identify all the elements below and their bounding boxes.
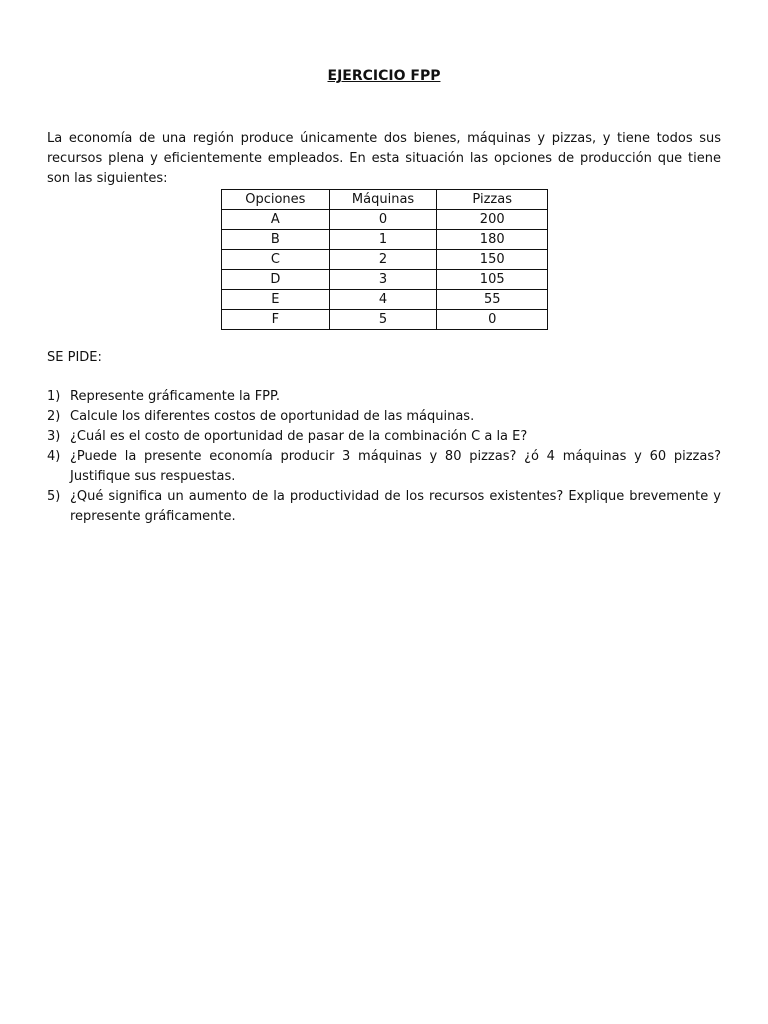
cell-option: F — [222, 310, 330, 330]
cell-option: C — [222, 250, 330, 270]
question-number: 4) — [47, 449, 61, 464]
question-text: ¿Puede la presente economía producir 3 máquinas y 80 pizzas? ¿ó 4 máquinas y 60 pizzas? Justifique sus respuestas. — [70, 449, 721, 484]
question-text: Represente gráficamente la FPP. — [70, 389, 280, 404]
list-item — [47, 487, 721, 527]
cell-machines: 5 — [329, 310, 437, 330]
table-row — [222, 290, 548, 310]
list-item — [47, 447, 721, 487]
intro-paragraph: La economía de una región produce únicamente dos bienes, máquinas y pizzas, y tiene todos sus recursos plena y eficientemente empleados. En esta situación las opciones de producción que tiene son las siguientes: — [47, 131, 721, 186]
cell-machines: 2 — [329, 250, 437, 270]
list-item — [47, 427, 721, 447]
question-text: ¿Cuál es el costo de oportunidad de pasar de la combinación C a la E? — [70, 429, 528, 444]
production-options-table — [221, 189, 548, 330]
cell-option: B — [222, 230, 330, 250]
question-number: 5) — [47, 489, 61, 504]
table-row — [222, 310, 548, 330]
header-opciones: Opciones — [222, 190, 330, 210]
cell-machines: 4 — [329, 290, 437, 310]
question-number: 1) — [47, 389, 61, 404]
table-row — [222, 250, 548, 270]
list-item — [47, 407, 721, 427]
table-row — [222, 230, 548, 250]
cell-pizzas: 150 — [437, 250, 548, 270]
header-maquinas: Máquinas — [329, 190, 437, 210]
cell-pizzas: 180 — [437, 230, 548, 250]
header-pizzas: Pizzas — [437, 190, 548, 210]
cell-option: E — [222, 290, 330, 310]
table-row — [222, 210, 548, 230]
cell-pizzas: 55 — [437, 290, 548, 310]
se-pide-heading: SE PIDE: — [47, 350, 102, 365]
cell-machines: 0 — [329, 210, 437, 230]
question-number: 3) — [47, 429, 61, 444]
cell-machines: 3 — [329, 270, 437, 290]
cell-machines: 1 — [329, 230, 437, 250]
table-header-row — [222, 190, 548, 210]
list-item — [47, 387, 721, 407]
cell-pizzas: 105 — [437, 270, 548, 290]
questions-list — [47, 387, 721, 527]
page-title: EJERCICIO FPP — [327, 68, 441, 84]
question-text: ¿Qué significa un aumento de la productividad de los recursos existentes? Explique brevemente y represente gráficamente. — [70, 489, 721, 524]
question-number: 2) — [47, 409, 61, 424]
cell-pizzas: 200 — [437, 210, 548, 230]
cell-option: D — [222, 270, 330, 290]
table-row — [222, 270, 548, 290]
question-text: Calcule los diferentes costos de oportunidad de las máquinas. — [70, 409, 475, 424]
cell-pizzas: 0 — [437, 310, 548, 330]
cell-option: A — [222, 210, 330, 230]
